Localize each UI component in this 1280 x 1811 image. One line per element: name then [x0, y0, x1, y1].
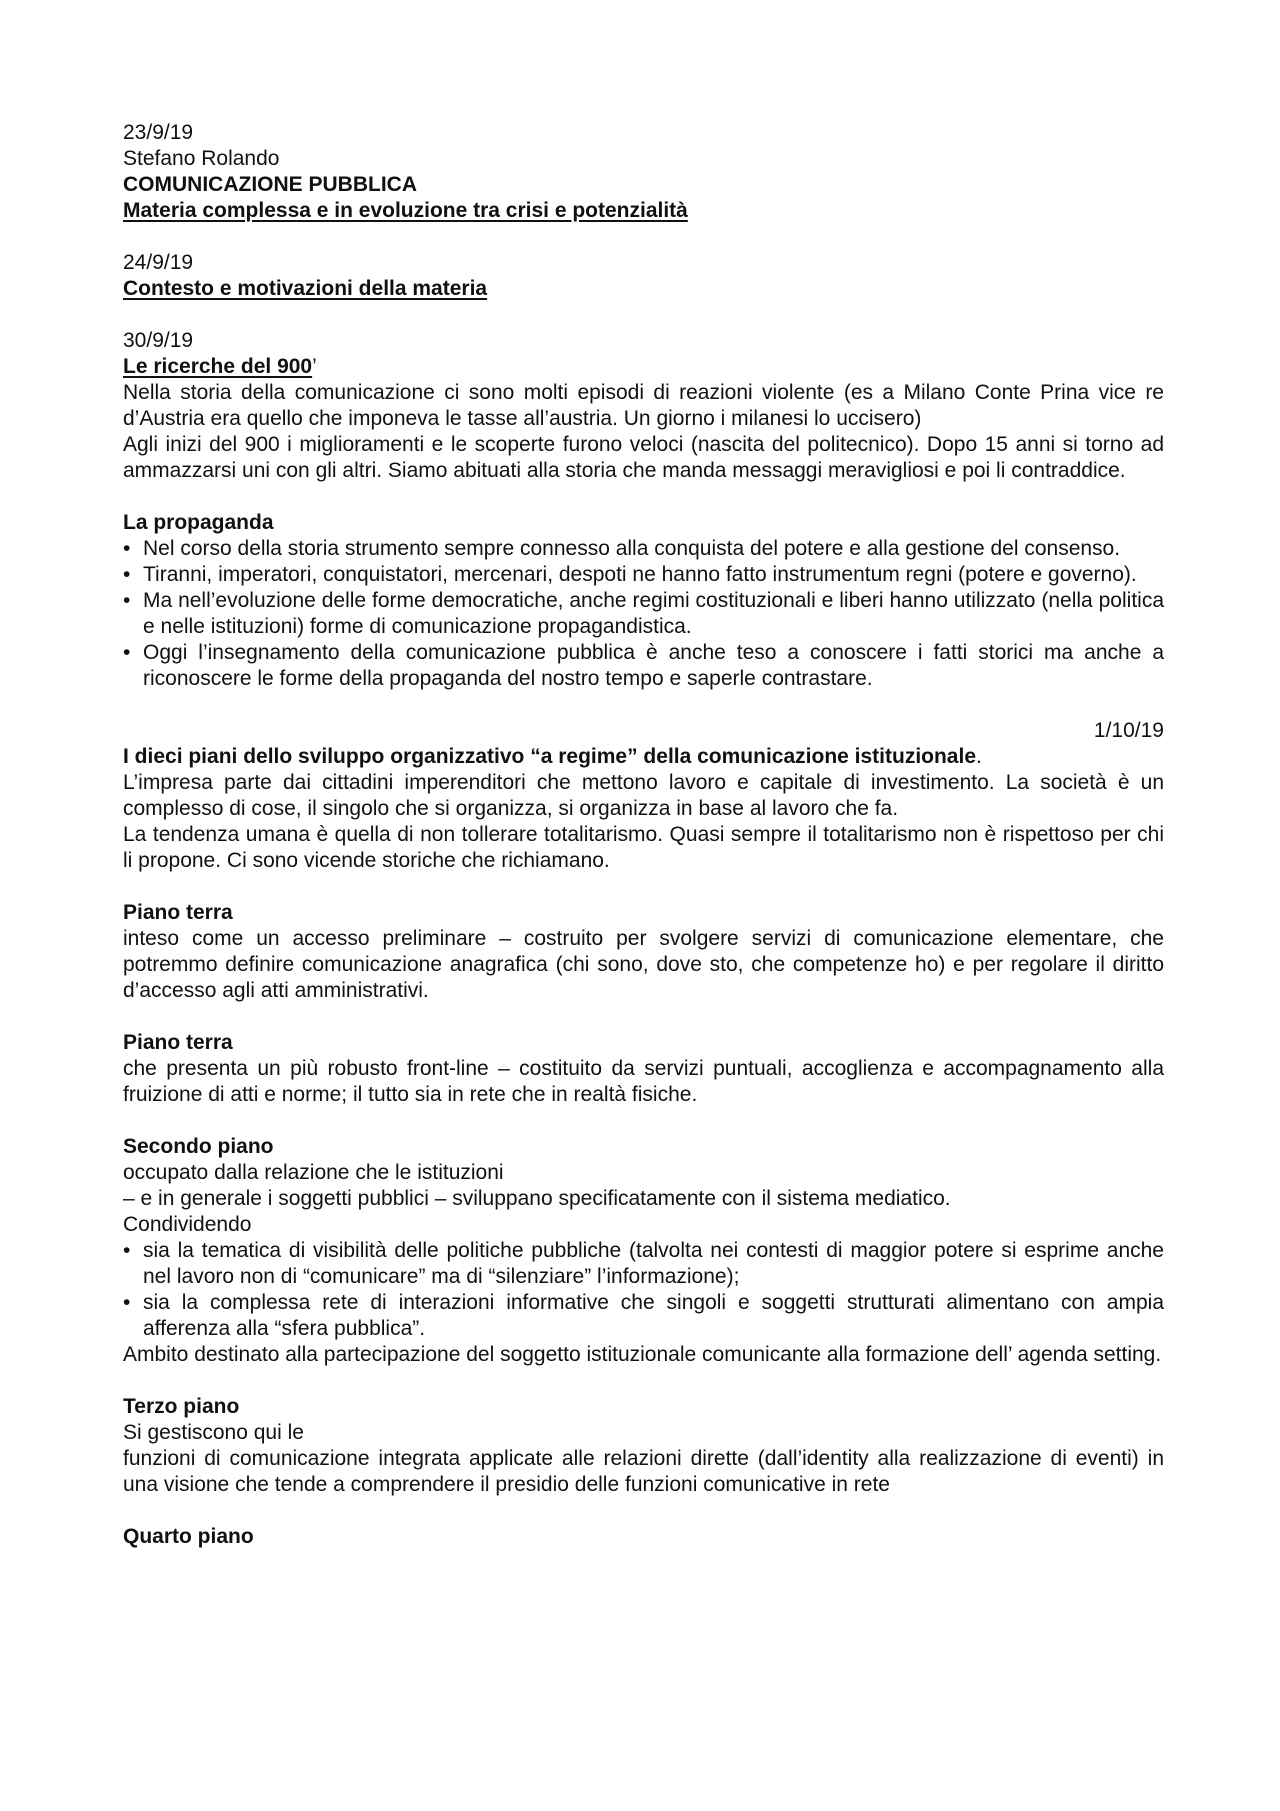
bullet-icon: • — [123, 563, 131, 586]
bullet-icon: • — [123, 1239, 131, 1262]
dieci-piani-paragraph-1: L’impresa parte dai cittadini imperenditori che mettono lavoro e capitale di investimento. La società è un complesso di cose, il singolo che si organizza, si organizza in base al lavoro che fa. — [123, 771, 1164, 820]
ricerche-paragraph-2: Agli inizi del 900 i miglioramenti e le scoperte furono veloci (nascita del politecnico). Dopo 15 anni si torno ad ammazzarsi uni con gli altri. Siamo abituati alla storia che manda messaggi meravigliosi e poi li contraddice. — [123, 433, 1164, 482]
dieci-piani-title-end: . — [976, 745, 982, 768]
section-title-terzo-piano: Terzo piano — [123, 1395, 240, 1418]
piano-terra-1-text: inteso come un accesso preliminare – costruito per svolgere servizi di comunicazione elementare, che potremmo definire comunicazione anagrafica (chi sono, dove sto, che competenze ho) e per regolare il diritto d’accesso agli atti amministrativi. — [123, 927, 1164, 1002]
piano-terra-2-text: che presenta un più robusto front-line – costituito da servizi puntuali, accoglienza e accompagnamento alla fruizione di atti e norme; il tutto sia in rete che in realtà fisiche. — [123, 1057, 1164, 1106]
bullet-icon: • — [123, 589, 131, 612]
section-title-quarto-piano: Quarto piano — [123, 1525, 254, 1548]
section-title-dieci-piani — [123, 744, 1164, 770]
propaganda-bullet-4: • Oggi l’insegnamento della comunicazione pubblica è anche teso a conoscere i fatti storici ma anche a riconoscere le forme della propaganda del nostro tempo e saperle contrastare. — [123, 641, 1164, 690]
date-30-9-19: 30/9/19 — [123, 329, 194, 352]
date-23-9-19: 23/9/19 — [123, 121, 194, 144]
author-name: Stefano Rolando — [123, 147, 280, 170]
section-title-propaganda: La propaganda — [123, 511, 274, 534]
bullet-icon: • — [123, 1291, 131, 1314]
section-title-ricerche — [123, 354, 1164, 380]
terzo-piano-line-1: Si gestiscono qui le — [123, 1421, 304, 1444]
ricerche-title-text: Le ricerche del 900 — [123, 355, 313, 378]
secondo-piano-bullet-1: • sia la tematica di visibilità delle politiche pubbliche (talvolta nei contesti di maggior potere si esprime anche nel lavoro non di “comunicare” ma di “silenziare” l’informazione); — [123, 1239, 1164, 1288]
section-title-piano-terra-1: Piano terra — [123, 901, 233, 924]
bullet-icon: • — [123, 641, 131, 664]
date-1-10-19: 1/10/19 — [1093, 719, 1164, 742]
terzo-piano-line-2: funzioni di comunicazione integrata applicate alle relazioni dirette (dall’identity alla realizzazione di eventi) in una visione che tende a comprendere il presidio delle funzioni comunicative in rete — [123, 1447, 1164, 1496]
propaganda-bullet-3: • Ma nell’evoluzione delle forme democratiche, anche regimi costituzionali e liberi hanno utilizzato (nella politica e nelle istituzioni) forme di comunicazione propagandistica. — [123, 589, 1164, 638]
propaganda-bullet-1: • Nel corso della storia strumento sempre connesso alla conquista del potere e alla gestione del consenso. — [123, 537, 1121, 560]
section-title-contesto: Contesto e motivazioni della materia — [123, 277, 488, 300]
section-title-piano-terra-2: Piano terra — [123, 1031, 233, 1054]
bullet-icon: • — [123, 537, 131, 560]
date-24-9-19: 24/9/19 — [123, 251, 194, 274]
dieci-piani-title-text: I dieci piani dello sviluppo organizzativo “a regime” della comunicazione istituzionale — [123, 745, 977, 768]
ricerche-paragraph-1: Nella storia della comunicazione ci sono molti episodi di reazioni violente (es a Milano Conte Prina vice re d’Austria era quello che imponeva le tasse all’austria. Un giorno i milanesi lo uccisero) — [123, 381, 1164, 430]
secondo-piano-paragraph: Ambito destinato alla partecipazione del soggetto istituzionale comunicante alla formazione dell’ agenda setting. — [123, 1343, 1162, 1366]
secondo-piano-line-3: Condividendo — [123, 1213, 252, 1236]
ricerche-title-suffix: ’ — [312, 355, 317, 378]
propaganda-bullet-2: • Tiranni, imperatori, conquistatori, mercenari, despoti ne hanno fatto instrumentum regni (potere e governo). — [123, 563, 1137, 586]
course-title: COMUNICAZIONE PUBBLICA — [123, 173, 417, 196]
section-title-secondo-piano: Secondo piano — [123, 1135, 274, 1158]
secondo-piano-line-2: – e in generale i soggetti pubblici – sviluppano specificatamente con il sistema mediatico. — [123, 1187, 951, 1210]
secondo-piano-bullet-2: • sia la complessa rete di interazioni informative che singoli e soggetti strutturati alimentano con ampia afferenza alla “sfera pubblica”. — [123, 1291, 1164, 1340]
dieci-piani-paragraph-2: La tendenza umana è quella di non tollerare totalitarismo. Quasi sempre il totalitarismo non è rispettoso per chi li propone. Ci sono vicende storiche che richiamano. — [123, 823, 1164, 872]
course-subtitle: Materia complessa e in evoluzione tra crisi e potenzialità — [123, 199, 688, 222]
secondo-piano-line-1: occupato dalla relazione che le istituzioni — [123, 1161, 504, 1184]
